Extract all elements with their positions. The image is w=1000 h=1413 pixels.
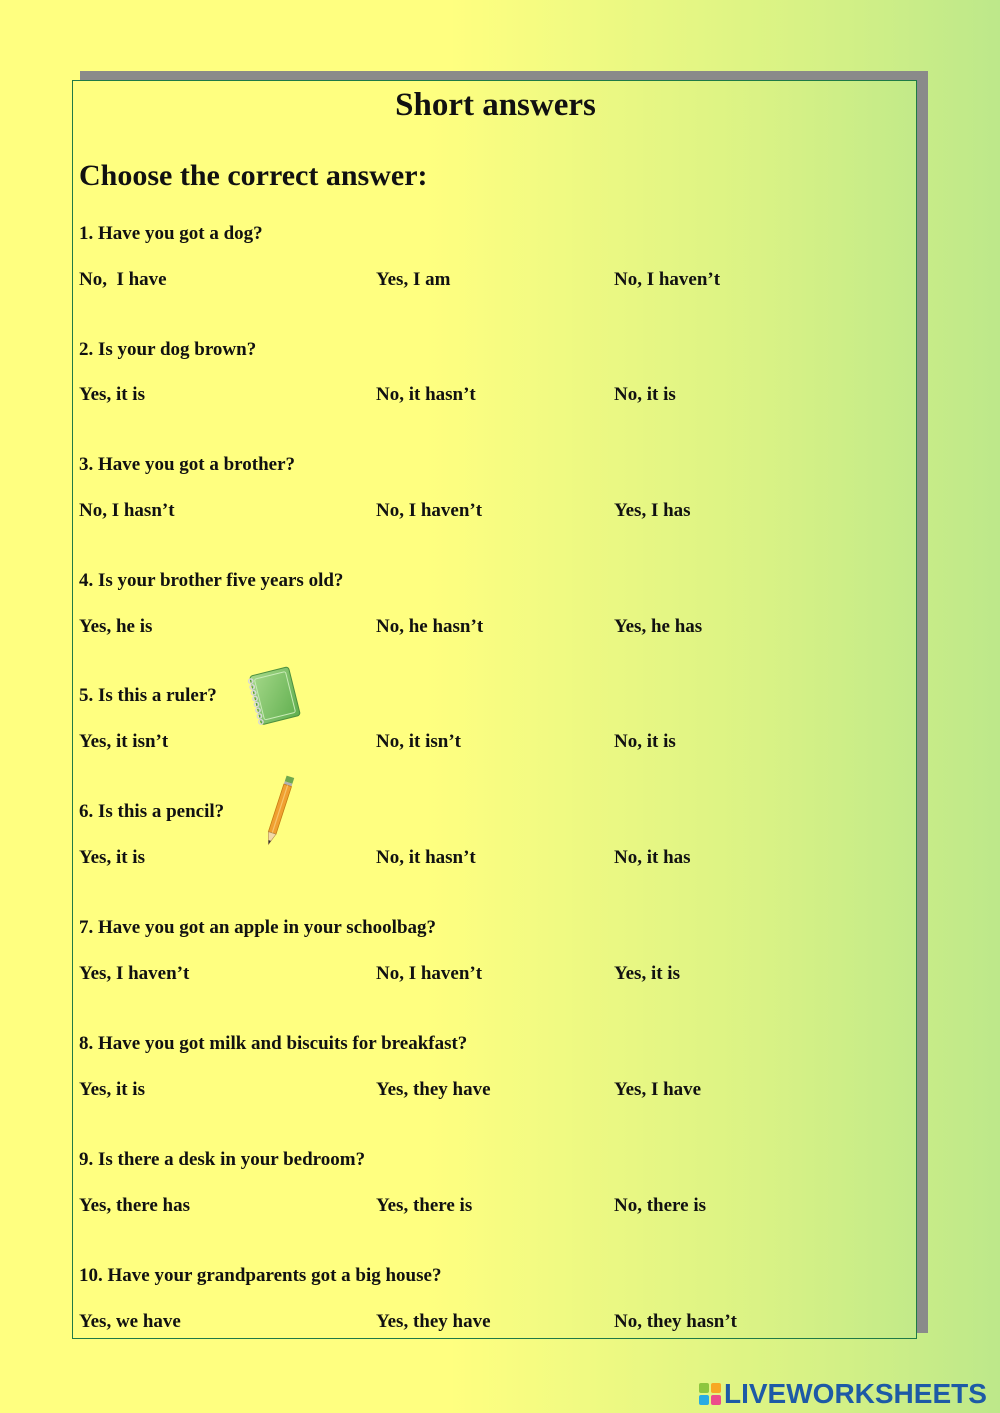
q4-option-c[interactable]: Yes, he has xyxy=(614,616,703,637)
question-9: 9. Is there a desk in your bedroom? xyxy=(79,1149,366,1170)
q10-option-b[interactable]: Yes, they have xyxy=(376,1311,491,1332)
instruction: Choose the correct answer: xyxy=(79,159,428,192)
q1-option-a[interactable]: No, I have xyxy=(79,269,167,290)
q4-option-a[interactable]: Yes, he is xyxy=(79,616,153,637)
question-1: 1. Have you got a dog? xyxy=(79,223,263,244)
q8-option-a[interactable]: Yes, it is xyxy=(79,1079,145,1100)
question-2: 2. Is your dog brown? xyxy=(79,339,257,360)
question-8: 8. Have you got milk and biscuits for breakfast? xyxy=(79,1033,468,1054)
q1-option-c[interactable]: No, I haven’t xyxy=(614,269,721,290)
brand-name: LIVEWORKSHEETS xyxy=(724,1378,987,1409)
q5-option-c[interactable]: No, it is xyxy=(614,731,676,752)
q3-option-a[interactable]: No, I hasn’t xyxy=(79,500,175,521)
q9-option-a[interactable]: Yes, there has xyxy=(79,1195,191,1216)
q7-option-a[interactable]: Yes, I haven’t xyxy=(79,963,190,984)
q3-option-c[interactable]: Yes, I has xyxy=(614,500,691,521)
q1-option-b[interactable]: Yes, I am xyxy=(376,269,451,290)
question-4: 4. Is your brother five years old? xyxy=(79,570,344,591)
q7-option-b[interactable]: No, I haven’t xyxy=(376,963,483,984)
q3-option-b[interactable]: No, I haven’t xyxy=(376,500,483,521)
q6-option-b[interactable]: No, it hasn’t xyxy=(376,847,476,868)
q5-option-b[interactable]: No, it isn’t xyxy=(376,731,461,752)
q5-option-a[interactable]: Yes, it isn’t xyxy=(79,731,169,752)
worksheet xyxy=(72,80,917,1339)
q9-option-b[interactable]: Yes, there is xyxy=(376,1195,473,1216)
liveworksheets-logo-icon xyxy=(698,1382,722,1406)
question-7: 7. Have you got an apple in your schoolbag? xyxy=(79,917,437,938)
q10-option-a[interactable]: Yes, we have xyxy=(79,1311,181,1332)
q10-option-c[interactable]: No, they hasn’t xyxy=(614,1311,737,1332)
question-10: 10. Have your grandparents got a big house? xyxy=(79,1265,442,1286)
q7-option-c[interactable]: Yes, it is xyxy=(614,963,680,984)
question-3: 3. Have you got a brother? xyxy=(79,454,296,475)
q2-option-c[interactable]: No, it is xyxy=(614,384,676,405)
notebook-icon xyxy=(245,665,303,727)
q6-option-c[interactable]: No, it has xyxy=(614,847,691,868)
pencil-icon xyxy=(259,773,299,851)
liveworksheets-logo[interactable] xyxy=(698,1378,987,1410)
q2-option-a[interactable]: Yes, it is xyxy=(79,384,145,405)
q9-option-c[interactable]: No, there is xyxy=(614,1195,706,1216)
q2-option-b[interactable]: No, it hasn’t xyxy=(376,384,476,405)
q8-option-b[interactable]: Yes, they have xyxy=(376,1079,491,1100)
question-5: 5. Is this a ruler? xyxy=(79,685,217,706)
q8-option-c[interactable]: Yes, I have xyxy=(614,1079,702,1100)
page-title: Short answers xyxy=(395,87,596,123)
q6-option-a[interactable]: Yes, it is xyxy=(79,847,145,868)
q4-option-b[interactable]: No, he hasn’t xyxy=(376,616,484,637)
question-6: 6. Is this a pencil? xyxy=(79,801,225,822)
